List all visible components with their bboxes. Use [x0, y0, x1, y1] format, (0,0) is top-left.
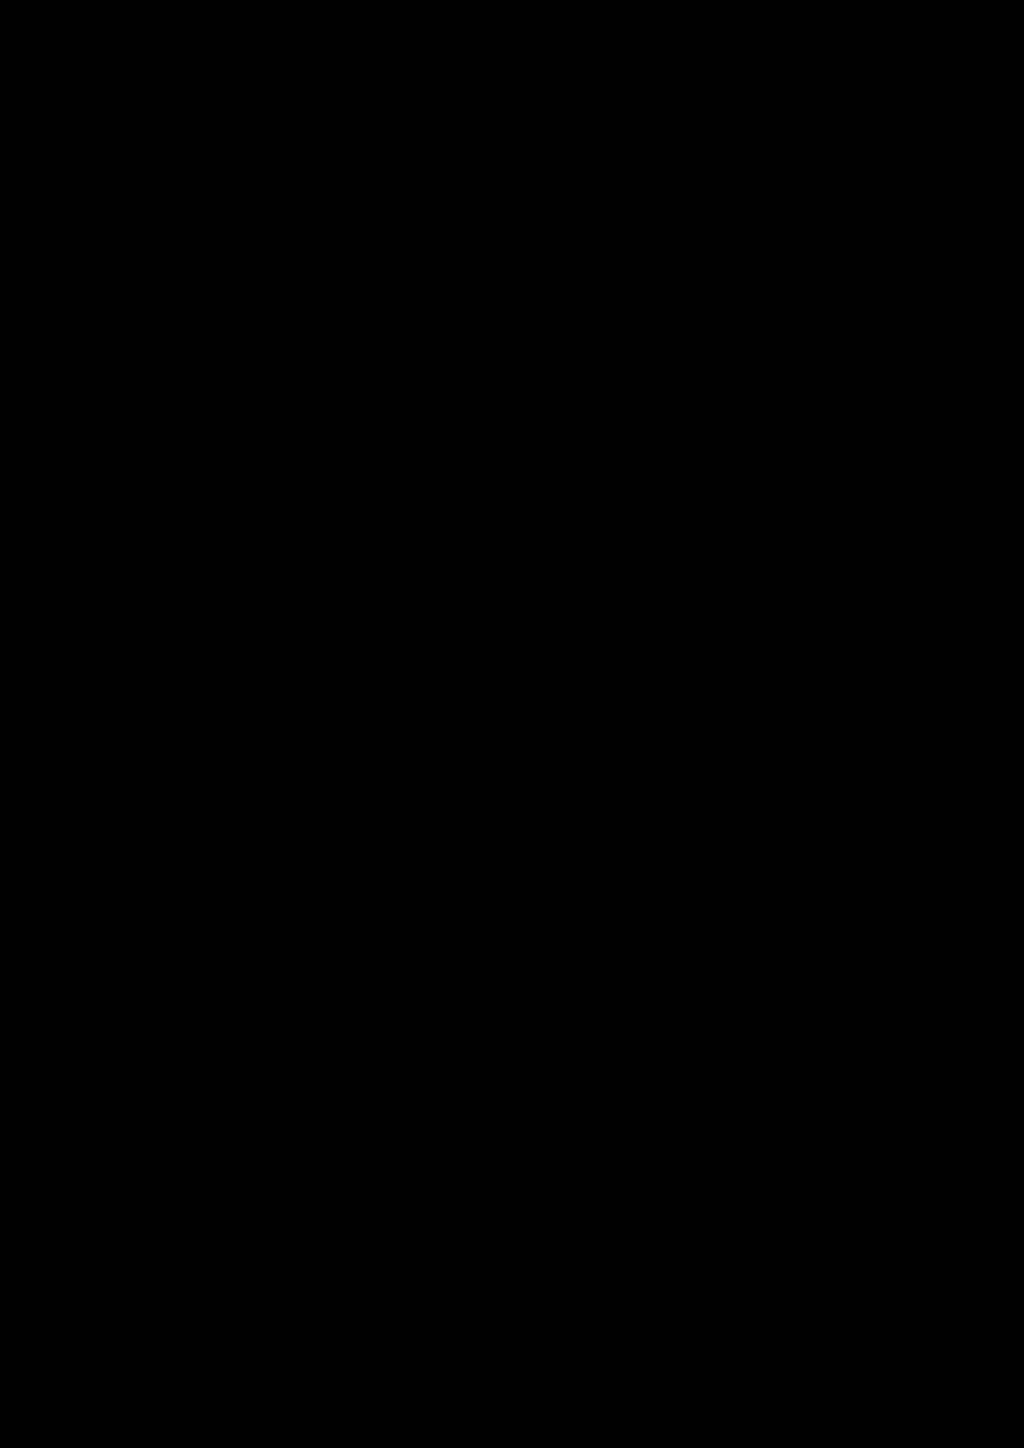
- add-keyword: lisätään: [113, 651, 165, 668]
- text-line: 25) elintarvikelain (23/2006) 16 a §:ssä säädettyjä: [520, 902, 836, 920]
- dash-line: -------------------: [122, 835, 221, 852]
- text-line: ja käyttökelpoisuudesta.: [520, 167, 670, 185]
- amend-text: Harmaan talouden selvitysyksiköstä annetun lain (1207/2010) 6 §:n 1 momentin 24 kohta, sellaisena kuin se on laissa 404/2018, sekä: [113, 606, 910, 646]
- section-heading: 6 § Velvoitteidenhoitoselvityksen käyttötarkoitus: [520, 772, 842, 789]
- table-header-row: [114, 731, 911, 765]
- proposal-cell: [511, 765, 911, 948]
- dash-line: -------------------: [520, 835, 619, 852]
- text-line: 2) kasvi- ja eläintuotteissa esiintyvien: [122, 257, 357, 275]
- text-line: seuraavasti:: [122, 190, 196, 207]
- law-subtitle: Eduskunnan päätöksen mukaisesti: [113, 568, 333, 585]
- text-line: 24) Finanssivalvonnasta annetun lain (878/2008) 20: [122, 857, 445, 875]
- text-line: tarkastuksia tai antamaan lausuntonsa Turvallisuus-: [122, 145, 442, 162]
- header-current-law: Voimassa oleva laki: [122, 739, 246, 756]
- top-table-right-cell: [511, 141, 911, 391]
- text-line: kasvinsuojeluainejäämien kemiallisista analyyseistä: [520, 257, 844, 274]
- top-table-left-cell: [114, 141, 511, 391]
- comparison-table-top: [113, 140, 912, 392]
- intro-paragraph: [113, 604, 910, 694]
- amend-clause: [113, 604, 910, 649]
- text-line: kasvinsuojeluaineiden kemiallisten analyysien sekä: [122, 347, 441, 365]
- text-line: b §:ssä säädettyjen tehtävien suorittamista;: [520, 880, 786, 897]
- text-line: aineiden ja valmisteiden biologisesta tehokkuudesta: [520, 145, 843, 162]
- law-title: Laki Harmaan talouden selvitysyksiköstä: [113, 518, 467, 540]
- text-line: 24) Finanssivalvonnasta annetun lain (878/2008) 20: [520, 857, 843, 875]
- comparison-table-bottom: [113, 730, 912, 958]
- text-line: sekä fysikaalisista ja teknisistä testeistä.: [520, 279, 770, 297]
- add-text: 6 §:n 1 momenttiin, sellaisena kuin se on laeissa 308/2016, 858/2016, 1159/2016, 1413/2016, 1419/2016, 324/2017, 454/2017, 923/2017, 1112/2017, 403/2018, 404/2018 ja 414/2018, uusi 25 kohta seuraavasti:: [113, 651, 910, 691]
- text-line: arvioimisen, Euroopan unionille laadittavien: [122, 302, 399, 320]
- text-line: fysikaalisten ja teknisten testien osalta Ruokavirasto.: [122, 370, 451, 387]
- section-heading: 6 § Velvoitteidenhoitoselvityksen käyttötarkoitus: [122, 772, 444, 789]
- header-proposal: Ehdotus: [511, 731, 911, 764]
- add-clause: [113, 649, 910, 694]
- amend-keyword: muutetaan: [113, 606, 181, 623]
- current-law-cell: [114, 765, 511, 948]
- section-number: 3.: [113, 476, 126, 495]
- text-line: arvioimisen osalta Luonnonvarakeskus;: [122, 235, 369, 252]
- text-line: tehtäviä.: [520, 925, 574, 942]
- text-line: kasvinsuojeluainejäämien määrittämisen ja: [122, 280, 389, 297]
- text-line: b §:ssä säädettyjen tehtävien suorittamista.: [122, 880, 387, 897]
- page-number: 59: [503, 80, 521, 97]
- text-line: Ruokavirasto vastaa kasvinsuojeluaineiden ja kasvi-: [520, 212, 846, 229]
- text-line: jäämien enimmäismääriä koskevien ehdotusten sekä: [122, 325, 447, 342]
- text-line: Velvoitteidenhoitoselvityksiä laaditaan tukemaan:: [122, 812, 432, 830]
- table-body-row: [114, 765, 911, 948]
- text-line: ja kemikaalivirastolle hyväksymisen edellytyksistä: [122, 167, 438, 185]
- text-line: ja eläintuotteissa esiintyvien: [520, 234, 697, 252]
- text-line: Velvoitteidenhoitoselvityksiä laaditaan tukemaan:: [520, 812, 830, 830]
- text-line: 1) biologisen tehokkuuden ja käyttökelpoisuuden: [122, 212, 428, 230]
